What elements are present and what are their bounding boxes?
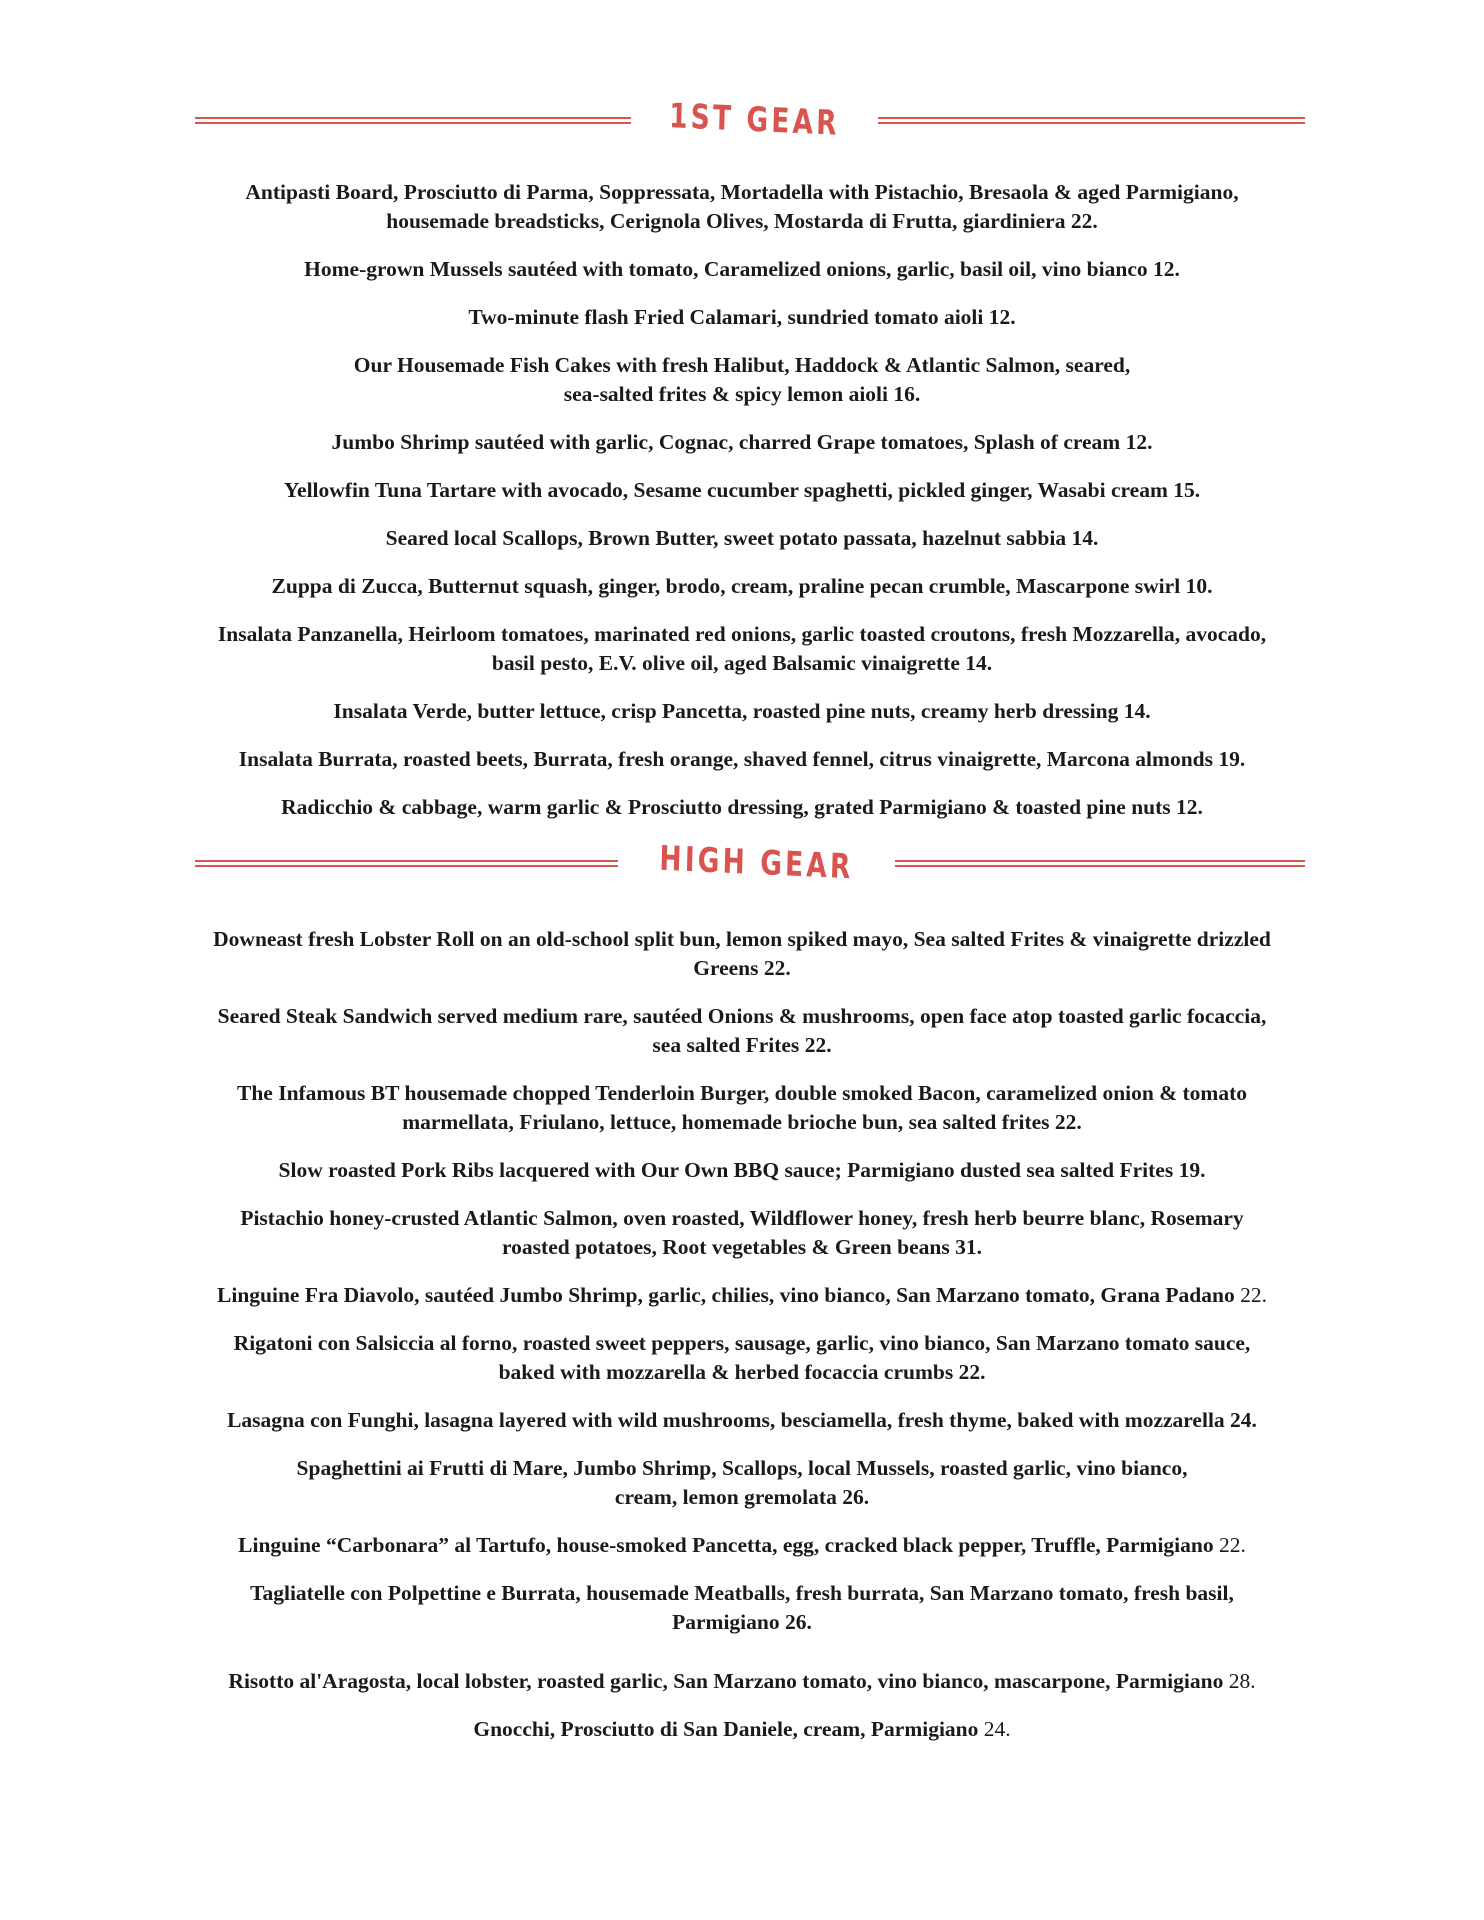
menu-item: Linguine Fra Diavolo, sautéed Jumbo Shrimp, garlic, chilies, vino bianco, San Marzano tomato, Grana Padano 22. (217, 1283, 1267, 1307)
item-price: 16. (893, 382, 921, 406)
section-items-high-gear (110, 925, 1374, 1744)
item-price: 22. (958, 1360, 986, 1384)
header-rule-left (195, 117, 631, 124)
item-price: 12. (988, 305, 1016, 329)
section-title: 1ST GEAR (668, 96, 841, 144)
menu-item: Yellowfin Tuna Tartare with avocado, Sesame cucumber spaghetti, pickled ginger, Wasabi cream 15. (283, 478, 1201, 502)
item-price: 22. (1240, 1283, 1267, 1307)
item-price: 26. (785, 1610, 812, 1634)
item-price: 15. (1173, 478, 1201, 502)
menu-item: Tagliatelle con Polpettine e Burrata, housemade Meatballs, fresh burrata, San Marzano tomato, fresh basil, Parmigiano 26. (250, 1581, 1234, 1634)
item-price: 19. (1218, 747, 1246, 771)
menu-item: Pistachio honey-crusted Atlantic Salmon, oven roasted, Wildflower honey, fresh herb beurre blanc, Rosemary roasted potatoes, Root vegetables & Green beans 31. (240, 1206, 1244, 1259)
menu-item: Downeast fresh Lobster Roll on an old-school split bun, lemon spiked mayo, Sea salted Frites & vinaigrette drizzled Greens 22. (213, 927, 1271, 980)
menu-item: Two-minute flash Fried Calamari, sundried tomato aioli 12. (468, 305, 1016, 329)
section-header-high-gear (195, 838, 1305, 888)
header-rule-right (895, 860, 1305, 867)
menu-item: Zuppa di Zucca, Butternut squash, ginger, brodo, cream, praline pecan crumble, Mascarpone swirl 10. (271, 574, 1213, 598)
menu-item: Lasagna con Funghi, lasagna layered with wild mushrooms, besciamella, fresh thyme, baked with mozzarella 24. (227, 1408, 1257, 1432)
item-price: 10. (1185, 574, 1213, 598)
item-price: 22. (1070, 209, 1098, 233)
section-title: HIGH GEAR (659, 838, 855, 888)
header-rule-left (195, 860, 618, 867)
section-items-1st-gear (110, 178, 1374, 822)
item-price: 22. (763, 956, 791, 980)
menu-item: Insalata Panzanella, Heirloom tomatoes, marinated red onions, garlic toasted croutons, fresh Mozzarella, avocado, basil pesto, E.V. olive oil, aged Balsamic vinaigrette 14. (217, 622, 1267, 675)
menu-item: Gnocchi, Prosciutto di San Daniele, cream, Parmigiano 24. (473, 1717, 1011, 1741)
menu-item: Insalata Verde, butter lettuce, crisp Pancetta, roasted pine nuts, creamy herb dressing 14. (333, 699, 1151, 723)
menu-item: Slow roasted Pork Ribs lacquered with Our Own BBQ sauce; Parmigiano dusted sea salted Frites 19. (278, 1158, 1206, 1182)
item-price: 14. (965, 651, 993, 675)
menu-item: Home-grown Mussels sautéed with tomato, Caramelized onions, garlic, basil oil, vino bianco 12. (304, 257, 1180, 281)
item-price: 22. (1218, 1533, 1246, 1557)
menu-item: Jumbo Shrimp sautéed with garlic, Cognac, charred Grape tomatoes, Splash of cream 12. (331, 430, 1153, 454)
menu-item: Risotto al'Aragosta, local lobster, roasted garlic, San Marzano tomato, vino bianco, mascarpone, Parmigiano 28. (228, 1669, 1256, 1693)
item-price: 14. (1123, 699, 1151, 723)
menu-item: Rigatoni con Salsiccia al forno, roasted sweet peppers, sausage, garlic, vino bianco, San Marzano tomato sauce, baked with mozzarella & herbed focaccia crumbs 22. (233, 1331, 1251, 1384)
item-price: 12. (1176, 795, 1203, 819)
header-rule-right (878, 117, 1305, 124)
item-price: 19. (1178, 1158, 1206, 1182)
menu-item: Seared local Scallops, Brown Butter, sweet potato passata, hazelnut sabbia 14. (385, 526, 1099, 550)
menu-item: Our Housemade Fish Cakes with fresh Halibut, Haddock & Atlantic Salmon, seared, sea-salted frites & spicy lemon aioli 16. (353, 353, 1131, 406)
item-price: 12. (1125, 430, 1153, 454)
item-price: 26. (842, 1485, 870, 1509)
item-price: 22. (1054, 1110, 1082, 1134)
menu-item: Insalata Burrata, roasted beets, Burrata, fresh orange, shaved fennel, citrus vinaigrette, Marcona almonds 19. (238, 747, 1246, 771)
menu-item: Linguine “Carbonara” al Tartufo, house-smoked Pancetta, egg, cracked black pepper, Truffle, Parmigiano 22. (238, 1533, 1246, 1557)
item-price: 12. (1152, 257, 1180, 281)
item-price: 31. (955, 1235, 982, 1259)
item-price: 24. (983, 1717, 1011, 1741)
menu-item: Antipasti Board, Prosciutto di Parma, Soppressata, Mortadella with Pistachio, Bresaola & aged Parmigiano, housemade breadsticks, Cerignola Olives, Mostarda di Frutta, giardiniera 22. (245, 180, 1239, 233)
item-price: 14. (1071, 526, 1099, 550)
menu-item: Seared Steak Sandwich served medium rare, sautéed Onions & mushrooms, open face atop toasted garlic focaccia, sea salted Frites 22. (217, 1004, 1267, 1057)
item-price: 24. (1230, 1408, 1257, 1432)
menu-item: Spaghettini ai Frutti di Mare, Jumbo Shrimp, Scallops, local Mussels, roasted garlic, vino bianco, cream, lemon gremolata 26. (296, 1456, 1188, 1509)
section-header-1st-gear (195, 96, 1305, 144)
item-price: 28. (1228, 1669, 1256, 1693)
menu-item: The Infamous BT housemade chopped Tenderloin Burger, double smoked Bacon, caramelized onion & tomato marmellata, Friulano, lettuce, homemade brioche bun, sea salted frites 22. (236, 1081, 1248, 1134)
menu-item: Radicchio & cabbage, warm garlic & Prosciutto dressing, grated Parmigiano & toasted pine nuts 12. (281, 795, 1203, 819)
item-price: 22. (804, 1033, 832, 1057)
